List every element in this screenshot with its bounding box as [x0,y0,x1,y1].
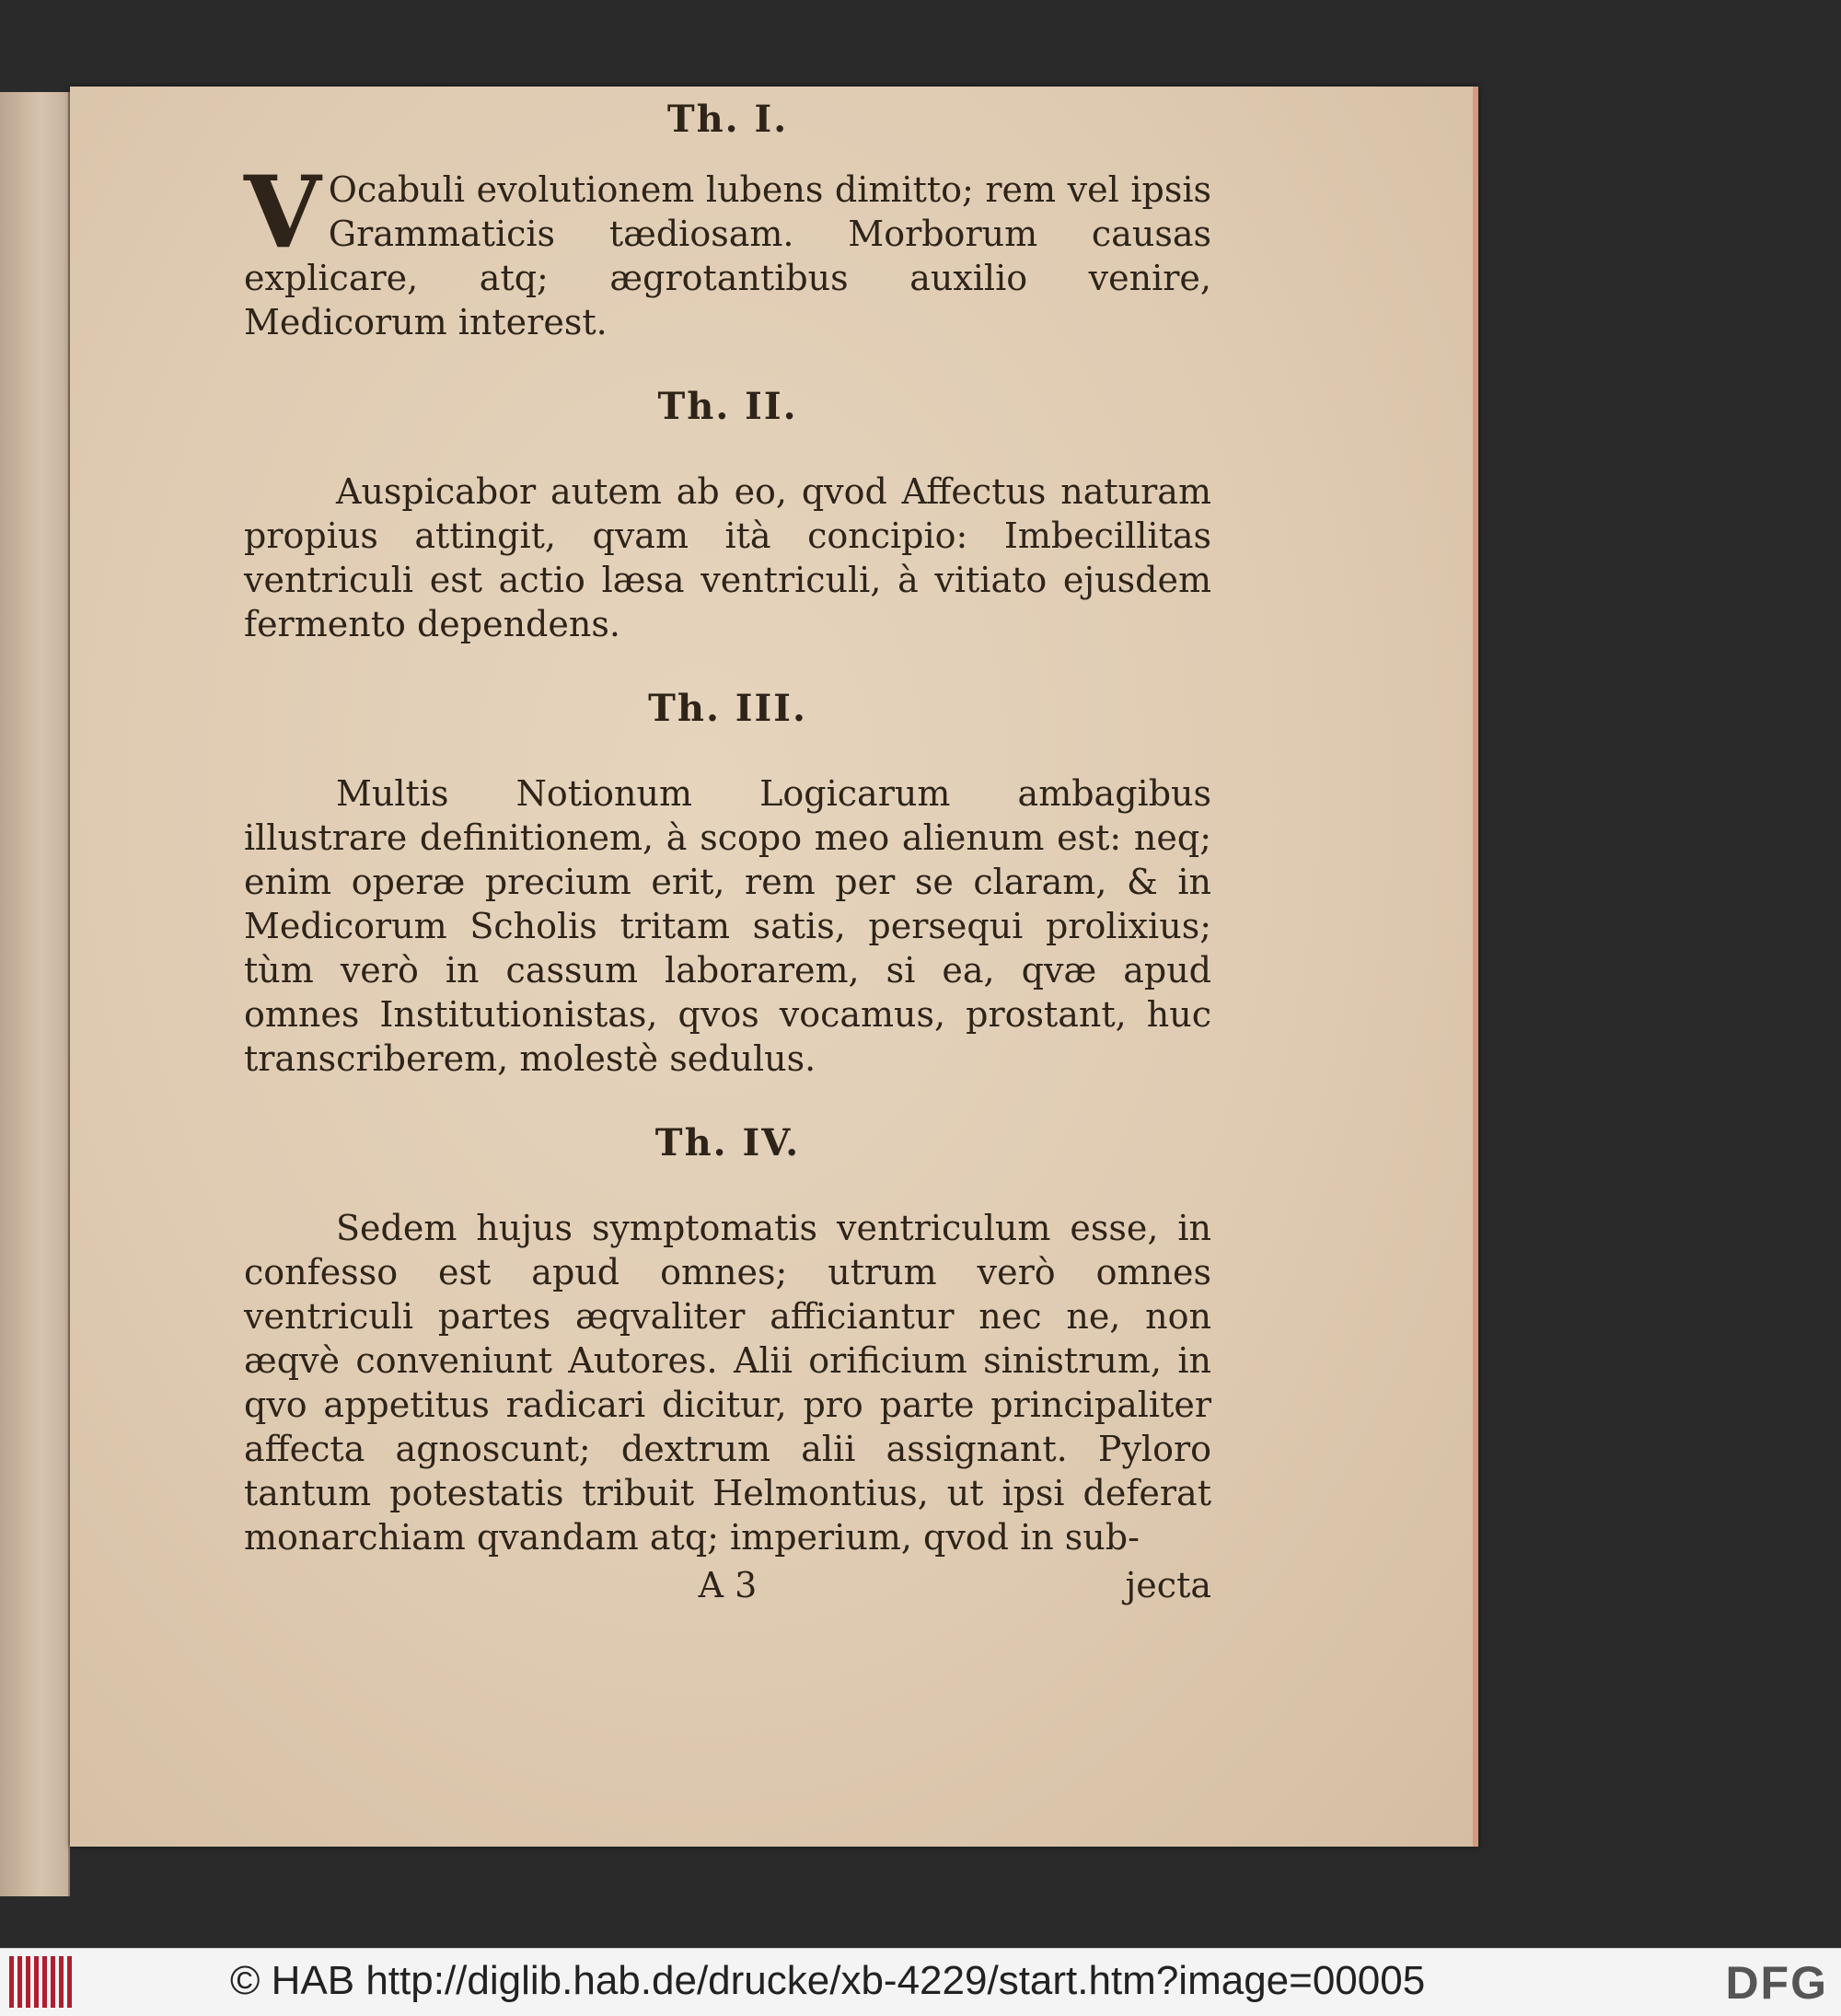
thesis-paragraph-2: Auspicabor autem ab eo, qvod Affectus naturam propius attingit, qvam ità concipio: Imbecillitas ventriculi est actio læsa ventriculi, à vitiato ejusdem fermento dependens. [244,471,1211,644]
printer-signature: A 3 [698,1565,758,1605]
thesis-heading-2: Th. II. [657,385,798,428]
viewer-footer [0,1948,1841,2016]
thesis-paragraph-4: Sedem hujus symptomatis ventriculum esse, in confesso est apud omnes; utrum verò omnes ventriculi partes æqvaliter afficiantur nec ne, non æqvè conveniunt Autores. Alii orificium sinistrum, in qvo appetitus radicari dicitur, pro parte principaliter affecta agnoscunt; dextrum alii assignant. Pyloro tantum potestatis tribuit Helmontius, ut ipsi deferat monarchiam qvandam atq; imperium, qvod in sub- [244,1208,1211,1558]
adjacent-page-edge [0,92,70,1896]
thesis-heading-1: Th. I. [666,98,789,141]
thesis-heading-4: Th. IV. [654,1121,801,1164]
drop-cap-initial: V [244,155,321,271]
page-footer-line [244,1563,1211,1607]
thesis-heading-3: Th. III. [648,687,807,730]
page-text-block [244,98,1211,1607]
thesis-paragraph-1 [244,155,1211,344]
thesis-text-1: Ocabuli evolutionem lubens dimitto; rem vel ipsis Grammaticis tædiosam. Morborum causas explicare, atq; ægrotantibus auxilio venire, Medicorum interest. [244,169,1211,342]
book-page [70,87,1478,1847]
hab-logo-icon [9,1956,75,2008]
thesis-paragraph-3: Multis Notionum Logicarum ambagibus illustrare definitionem, à scopo meo alienum est: neq; enim operæ precium erit, rem per se claram, & in Medicorum Scholis tritam satis, persequi prolixius; tùm verò in cassum laborarem, si ea, qvæ apud omnes Institutionistas, qvos vocamus, prostant, huc transcriberem, molestè sedulus. [244,773,1211,1079]
dfg-logo: DFG [1725,1957,1828,2009]
copyright-url-text: © HAB http://diglib.hab.de/drucke/xb-4229/start.htm?image=00005 [230,1958,1426,2003]
catchword: jecta [1125,1565,1211,1605]
